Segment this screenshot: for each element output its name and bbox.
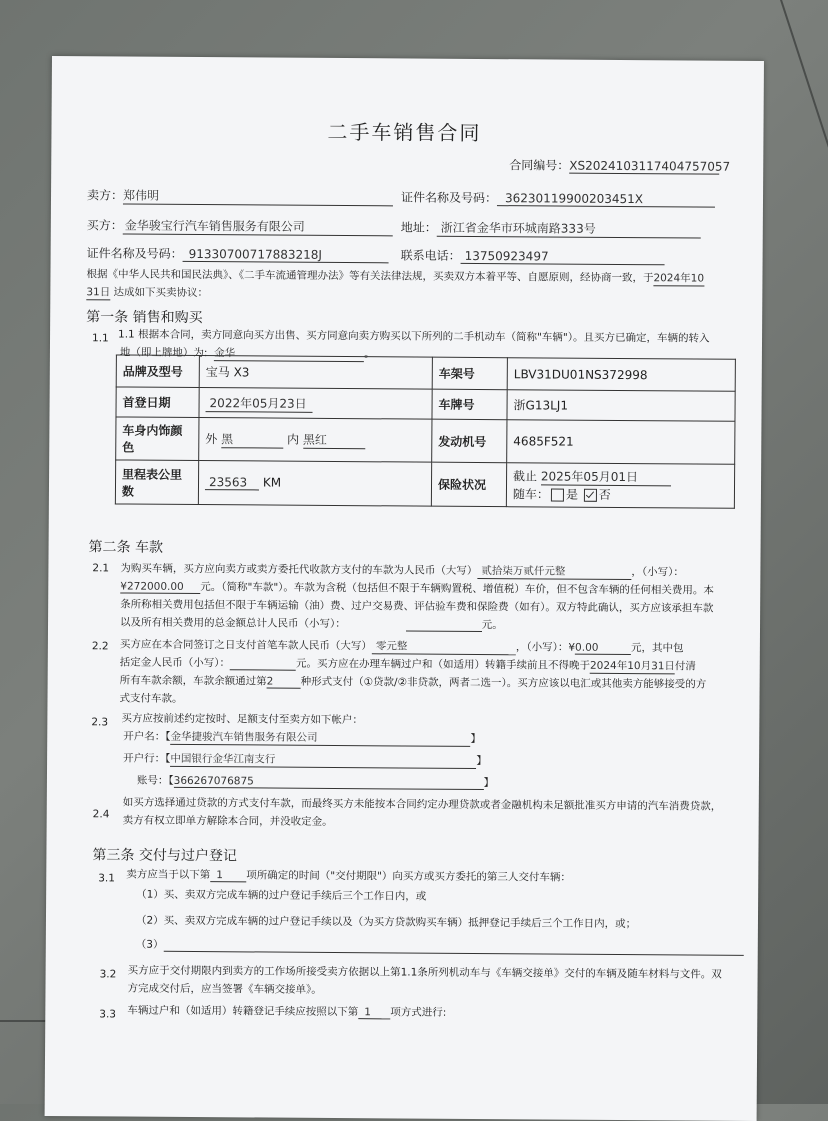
table-row: [116, 355, 735, 391]
buyer-address-row: [401, 218, 701, 238]
registration-place: 金华: [214, 345, 364, 362]
buyer-id: 91330700717883218J: [183, 247, 389, 263]
total-amount-blank: [406, 618, 482, 632]
intro-date: 2024年10: [653, 272, 705, 285]
clause-2-2-line-4: 式支付车款。: [119, 692, 183, 705]
floor-tile-seam: [780, 0, 828, 1050]
clause-2-4-line-1: 如买方选择通过贷款的方式支付车款，而最终买方未能按本合同约定办理贷款或者金融机构未足额批准买方申请的汽车消费贷款，: [122, 796, 722, 813]
bank-open-bracket: 【: [165, 752, 171, 765]
buyer-name: 金华骏宝行汽车销售服务有限公司: [123, 216, 393, 236]
seller-row: [87, 186, 393, 206]
account-number-label: 账号：: [136, 774, 169, 787]
buyer-id-label: 证件名称及号码：: [86, 246, 183, 261]
vin-value: LBV31DU01NS372998: [507, 358, 735, 392]
payment-method: 2: [267, 676, 301, 689]
bank-label: 开户行：: [123, 752, 166, 765]
table-row: [116, 417, 735, 464]
clause-2-1-text-b: 元。（简称"车款"）。车款为含税（包括但不限于车辆购置税、增值税）车价，但不包含车辆的任何相关费用。本: [200, 581, 714, 597]
mileage-value: 23563: [205, 475, 259, 490]
insurance-prefix: 截止: [513, 469, 538, 484]
table-row: [115, 460, 734, 508]
vin-label: 车架号: [432, 357, 507, 390]
clause-2-3-line-1: 买方应按前述约定按时、足额支付至卖方如下帐户：: [121, 712, 363, 727]
clause-3-1-option-1: （1）买、卖双方完成车辆的过户登记手续后三个工作日内，或: [136, 888, 427, 903]
page-title: 二手车销售合同: [327, 119, 482, 145]
first-payment-uppercase: 零元整: [372, 638, 516, 655]
clause-3-2-number: 3.2: [99, 968, 117, 981]
account-name-close-bracket: 】: [470, 732, 482, 746]
first-reg-label: 首登日期: [116, 387, 199, 418]
clause-2-2-line-3: [120, 672, 707, 691]
intro-date-day: 31日: [86, 286, 111, 299]
clause-2-2-text-d: 元。买方应在办理车辆过户和（如适用）转籍手续前且不得晚于: [295, 657, 591, 672]
clause-3-1-option-3: [136, 937, 744, 956]
engine-value: 4685F521: [507, 420, 735, 465]
seller-id: 36230119900203451X: [497, 191, 715, 208]
clause-2-2-text-c: 括定金人民币（小写）：: [119, 656, 231, 670]
checkbox-yes[interactable]: [551, 488, 564, 501]
intro-text-2: 达成如下买卖协议：: [113, 286, 209, 300]
brand-value: 宝马 X3: [199, 356, 432, 390]
account-name-open-bracket: 【: [165, 730, 171, 743]
clause-3-3-text: 车辆过户和（如适用）转籍登记手续应按照以下第: [127, 1004, 359, 1019]
clause-3-3-line-1: [127, 1003, 446, 1020]
contract-paper: [45, 56, 764, 1121]
first-reg-value: 2022年05月23日: [206, 394, 313, 413]
buyer-row: [87, 216, 393, 236]
brand-label: 品牌及型号: [116, 355, 199, 388]
seller-id-label: 证件名称及号码：: [400, 190, 498, 206]
clause-2-2-text-g: 种形式支付（①贷款/②非贷款，两者二选一）。买方应该以电汇或其他卖方能够接受的方: [300, 675, 707, 691]
clause-2-1-number: 2.1: [92, 562, 110, 575]
account-number-close-bracket: 】: [483, 777, 495, 790]
clause-2-1-line-4: [120, 614, 503, 632]
seller-name: 郑伟明: [123, 186, 393, 206]
mileage-label: 里程表公里数: [115, 460, 198, 505]
clause-2-1-text: 为购买车辆，买方应向卖方或卖方委托代收款方支付的车款为人民币（大写）: [120, 562, 478, 577]
plate-label: 车牌号: [432, 389, 507, 420]
clause-3-1-option-2: （2）买、卖双方完成车辆的过户登记手续以及（为买方贷款购买车辆）抵押登记手续后三个工作日内，或；: [135, 914, 637, 931]
follow-car-label: 随车：: [512, 487, 550, 502]
bank-name: 中国银行金华江南支行: [170, 751, 476, 769]
first-payment-small-label: ，（小写）：¥: [515, 641, 576, 654]
payoff-date: 2024年10月31日: [589, 659, 675, 673]
clause-2-1-line-1: [120, 560, 684, 580]
intro-text: 根据《中华人民共和国民法典》、《二手车流通管理办法》等有关法律法规，买卖双方本着平等、自愿原则，经协商一致，于: [86, 268, 654, 285]
price-small-label: ，（小写）：: [631, 566, 684, 579]
delivery-item: 1: [210, 869, 246, 882]
contract-number: XS2024103117404757057: [569, 158, 731, 174]
clause-2-2-text-f: 所有车款余额，车款余额通过第: [119, 674, 267, 688]
buyer-id-row: [87, 244, 389, 263]
clause-2-1-line-2: [120, 578, 714, 597]
clause-1-1-text: 地（即上牌地）为:: [119, 346, 208, 360]
clause-2-4-line-2: 卖方有权立即单方解除本合同，并没收定金。: [122, 814, 333, 828]
buyer-label: 买方：: [86, 218, 123, 233]
checkbox-no-label: 否: [598, 487, 611, 502]
clause-2-1-text-d: 以及所有相关费用的总金额总计人民币（小写）：: [120, 616, 346, 631]
checkbox-no[interactable]: [584, 489, 597, 502]
clause-3-1-number: 3.1: [98, 872, 116, 885]
clause-2-3-number: 2.3: [91, 716, 109, 729]
engine-label: 发动机号: [432, 419, 507, 463]
first-payment-amount: 0.00: [575, 642, 631, 655]
buyer-address-label: 地址：: [400, 220, 437, 235]
section-1-title: 第一条 销售和购买: [86, 309, 203, 327]
bank-row: [123, 751, 487, 770]
clause-1-1-number: 1.1: [91, 332, 109, 345]
insurance-label: 保险状况: [431, 462, 506, 507]
clause-3-1-line-1: [126, 867, 571, 885]
vehicle-info-table: [115, 354, 736, 508]
clause-1-1-end: 。: [364, 348, 375, 361]
insurance-cell: [506, 463, 734, 509]
section-2-title: 第二条 车款: [88, 539, 164, 556]
clause-2-4-number: 2.4: [92, 808, 110, 821]
seller-id-row: [401, 188, 715, 207]
clause-3-1-text: 卖方应当于以下第: [126, 868, 211, 882]
contract-number-row: [509, 156, 731, 174]
clause-2-2-number: 2.2: [91, 640, 109, 653]
clause-2-2-line-2: [120, 654, 696, 674]
clause-2-2-text-b: 元，其中包: [631, 642, 684, 655]
mileage-cell: [198, 461, 431, 507]
seller-label: 卖方：: [86, 188, 124, 203]
table-row: [116, 387, 735, 421]
clause-2-2-text-e: 付清: [674, 660, 696, 673]
intro-line-2: [86, 284, 208, 301]
clause-2-1-text-e: 元。: [481, 619, 503, 632]
first-reg-cell: [199, 388, 432, 420]
price-amount: ¥272000.00: [120, 580, 200, 594]
buyer-address: 浙江省金华市环城南路333号: [437, 219, 701, 239]
clause-3-1-option-3-blank: [163, 939, 743, 956]
contract-number-label: 合同编号：: [509, 158, 570, 173]
clause-3-2-line-2: 方完成交付后，应当签署《车辆交接单》。: [127, 982, 322, 996]
color-cell: [199, 418, 432, 463]
interior-color: 黑红: [303, 431, 365, 449]
transfer-item: 1: [358, 1006, 390, 1019]
section-3-title: 第三条 交付与过户登记: [92, 847, 237, 865]
account-number-open-bracket: 【: [168, 774, 174, 787]
bank-close-bracket: 】: [476, 754, 487, 768]
insurance-expiry-row: [513, 467, 728, 487]
clause-3-1-text-b: 项所确定的时间（"交付期限"）向买方或买方委托的第三人交付车辆：: [246, 869, 571, 884]
exterior-prefix: 外: [205, 432, 218, 447]
account-number-row: [137, 773, 494, 790]
phone-number: 13750923497: [461, 249, 665, 265]
account-name-label: 开户名：: [123, 730, 166, 743]
clause-3-1-option-3-label: （3）: [135, 938, 164, 951]
phone-label: 联系电话：: [400, 248, 461, 263]
clause-3-3-number: 3.3: [99, 1008, 117, 1021]
clause-2-1-line-3: 条所称相关费用包括但不限于车辆运输（油）费、过户交易费、评估验车费和保险费（如有）。双方特此确认，买方应该承担车款: [120, 598, 714, 615]
account-name: 金华捷骏汽车销售服务有限公司: [170, 729, 470, 747]
clause-3-2-line-1: 买方应于交付期限内到卖方的工作场所接受卖方依据以上第1.1条所列机动车与《车辆交接单》交付的车辆及随车材料与文件。双: [127, 964, 722, 981]
color-label: 车身内饰颜色: [116, 417, 199, 461]
clause-1-1-line-1: 1.1 根据本合同，卖方同意向买方出售、买方同意向卖方购买以下所列的二手机动车（简称"车辆"）。且买方已确定，车辆的转入: [118, 328, 710, 345]
plate-value: 浙G13LJ1: [507, 390, 735, 422]
exterior-color: 黑: [221, 430, 283, 448]
phone-row: [401, 246, 665, 265]
clause-2-2-text: 买方应在本合同签订之日支付首笔车款人民币（大写）: [119, 638, 372, 653]
insurance-expiry: 2025年05月01日: [541, 467, 671, 486]
clause-3-3-text-b: 项方式进行:: [390, 1006, 447, 1019]
interior-prefix: 内: [286, 432, 300, 447]
deposit-blank: [230, 657, 296, 670]
clause-2-2-line-1: [120, 636, 684, 656]
follow-car-row: [513, 485, 728, 504]
account-number: 366267076875: [174, 775, 484, 790]
checkbox-yes-label: 是: [565, 487, 579, 502]
intro-line-1: [86, 266, 704, 286]
price-uppercase: 贰拾柒万贰仟元整: [477, 563, 631, 580]
mileage-unit: KM: [262, 475, 282, 490]
account-name-row: [123, 729, 481, 747]
